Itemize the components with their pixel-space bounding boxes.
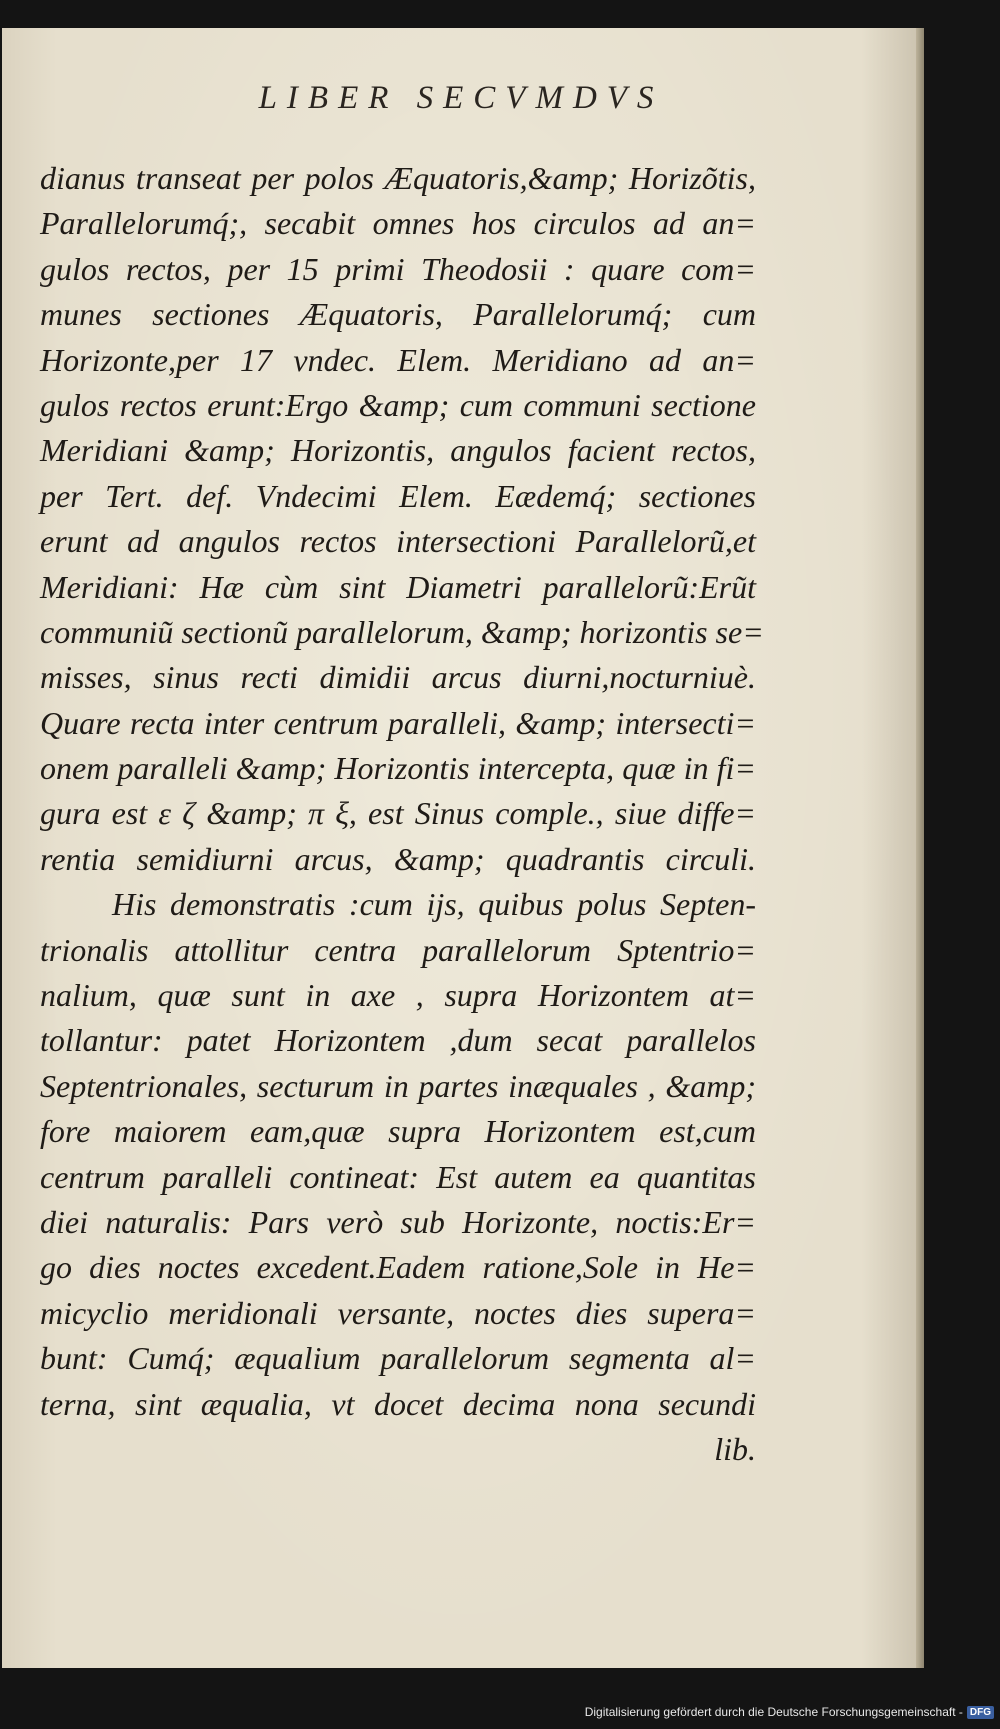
text-line: dianus transeat per polos Æquatoris,&amp; Horizõtis, (40, 160, 756, 196)
catchword: lib. (714, 1430, 756, 1467)
text-line: communiũ sectionũ parallelorum, &amp; horizontis se= (40, 613, 764, 650)
text-line: Horizonte,per 17 vndec. Elem. Meridiano ad an= (40, 341, 756, 378)
text-line: Parallelorumq́;, secabit omnes hos circulos ad an= (40, 205, 756, 242)
text-line: Meridiani &amp; Horizontis, angulos facient rectos, (40, 432, 756, 469)
text-block (40, 156, 764, 1472)
text-line: munes sectiones Æquatoris, Parallelorumq́; cum (40, 296, 756, 333)
text-line: bunt: Cumq́; æqualium parallelorum segmenta al= (40, 1340, 756, 1377)
text-line: trionalis attollitur centra parallelorum Sptentrio= (40, 931, 756, 968)
digitization-footer (585, 1701, 994, 1723)
text-line: go dies noctes excedent.Eadem ratione,Sole in He= (40, 1249, 756, 1286)
running-head: LIBER SECVMDVS (258, 80, 664, 116)
text-line: gulos rectos, per 15 primi Theodosii : quare com= (40, 250, 756, 287)
text-line: tollantur: patet Horizontem ,dum secat parallelos (40, 1022, 756, 1059)
text-line: terna, sint æqualia, vt docet decima nona secundi (40, 1385, 756, 1422)
page-edge (916, 28, 924, 1668)
text-line: nalium, quæ sunt in axe , supra Horizontem at= (40, 977, 756, 1014)
text-line: onem paralleli &amp; Horizontis intercepta, quæ in fi= (40, 750, 756, 787)
text-line: Quare recta inter centrum paralleli, &amp; intersecti= (40, 704, 756, 741)
text-line: erunt ad angulos rectos intersectioni Parallelorũ,et (40, 523, 756, 560)
book-page (2, 28, 920, 1668)
text-line: fore maiorem eam,quæ supra Horizontem est,cum (40, 1113, 756, 1150)
dfg-logo-icon: DFG (967, 1706, 994, 1719)
text-line: per Tert. def. Vndecimi Elem. Eædemq́; sectiones (40, 477, 756, 514)
text-line: Septentrionales, secturum in partes inæquales , &amp; (40, 1067, 756, 1104)
text-line: Meridiani: Hæ cùm sint Diametri parallelorũ:Erũt (40, 568, 756, 605)
text-line: gura est ε ζ &amp; π ξ, est Sinus comple., siue diffe= (40, 795, 756, 832)
paragraph-first-line: His demonstratis :cum ijs, quibus polus Septen- (112, 886, 756, 923)
text-line: misses, sinus recti dimidii arcus diurni,nocturniuè. (40, 659, 756, 696)
text-line: gulos rectos erunt:Ergo &amp; cum communi sectione (40, 386, 756, 423)
text-line: rentia semidiurni arcus, &amp; quadrantis circuli. (40, 840, 756, 877)
text-line: centrum paralleli contineat: Est autem ea quantitas (40, 1158, 756, 1195)
footer-credit: Digitalisierung gefördert durch die Deutsche Forschungsgemeinschaft - (584, 1705, 963, 1719)
text-line: diei naturalis: Pars verò sub Horizonte, noctis:Er= (40, 1203, 756, 1240)
text-line: micyclio meridionali versante, noctes dies supera= (40, 1294, 756, 1331)
